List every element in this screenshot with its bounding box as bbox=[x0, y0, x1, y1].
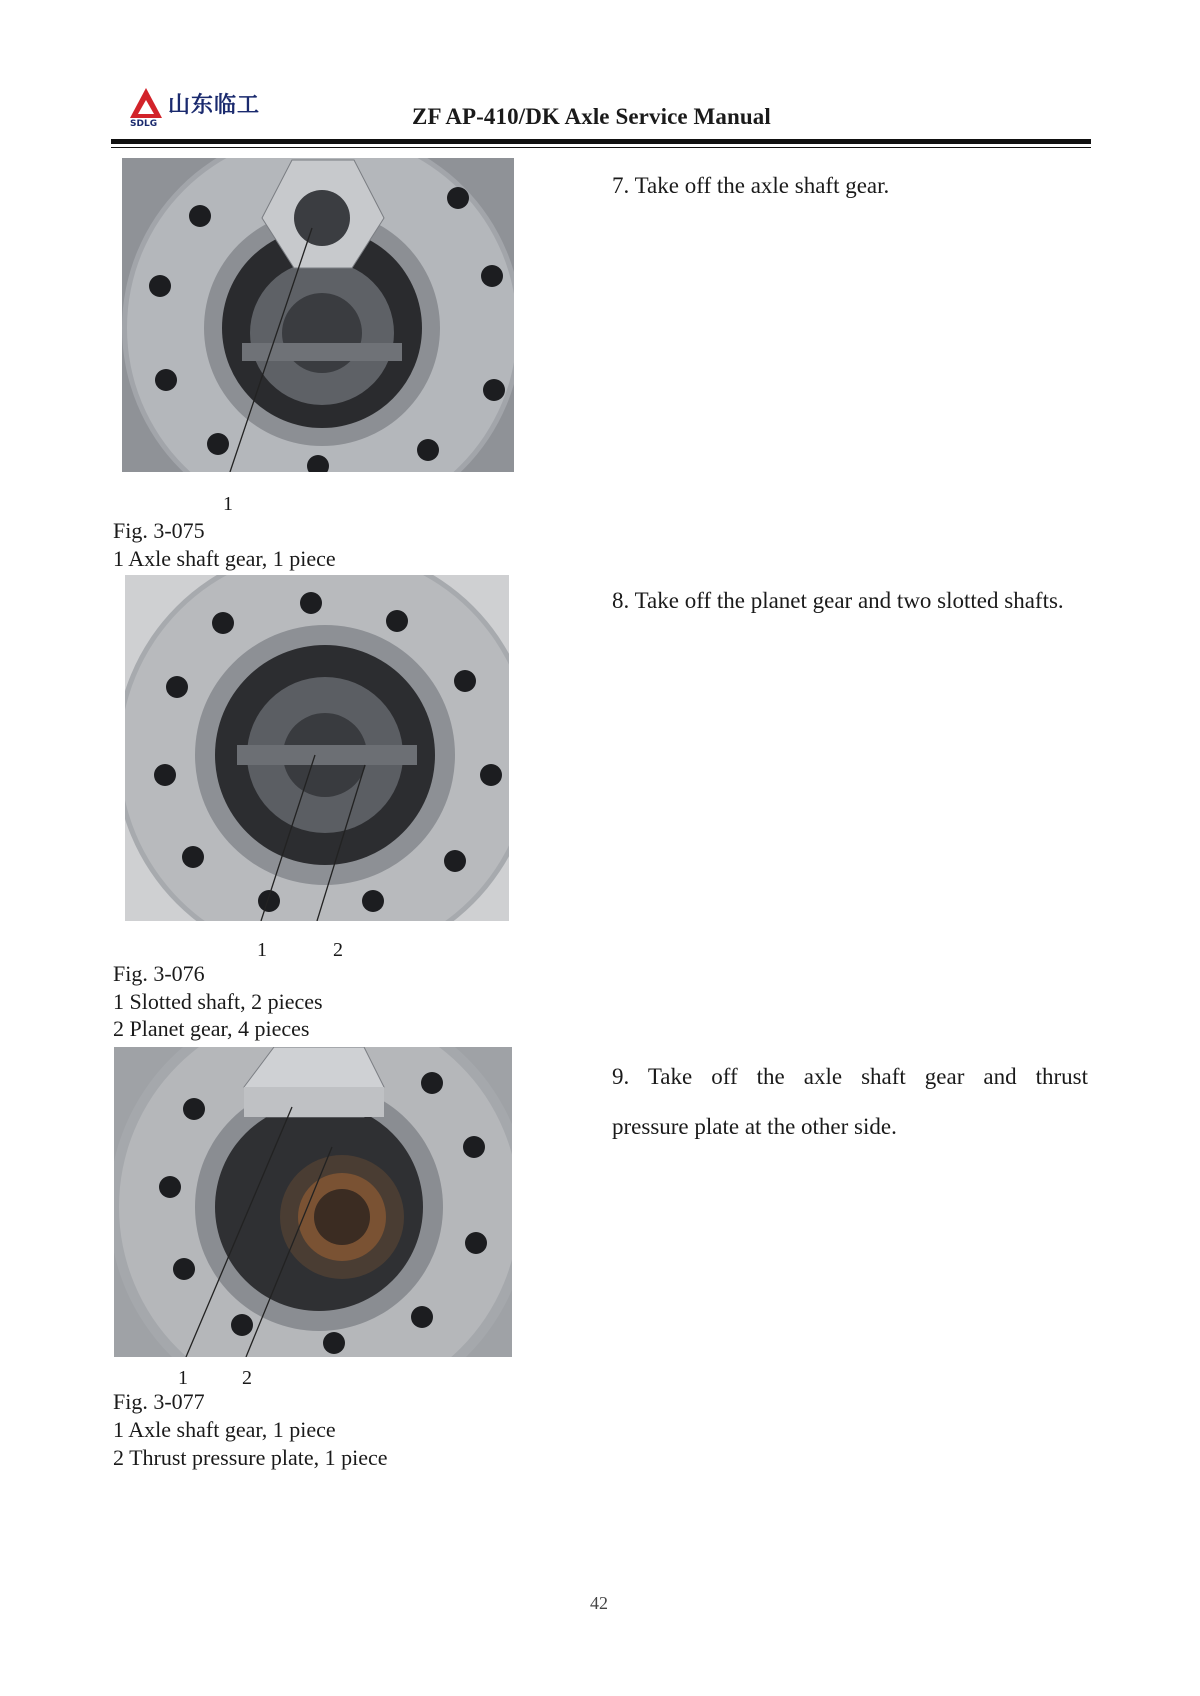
callout-label: 2 bbox=[242, 1367, 252, 1389]
svg-text:SDLG: SDLG bbox=[130, 119, 158, 128]
figure-item: 1 Slotted shaft, 2 pieces bbox=[113, 989, 323, 1014]
header-rule-thick bbox=[111, 139, 1091, 144]
step-text-line-2: pressure plate at the other side. bbox=[612, 1114, 897, 1139]
svg-text:山东临工: 山东临工 bbox=[168, 93, 261, 118]
callout-label: 1 bbox=[257, 939, 267, 961]
figure-caption: Fig. 3-077 bbox=[113, 1389, 205, 1414]
photo-fig-3-077 bbox=[114, 1047, 512, 1357]
page-number: 42 bbox=[590, 1593, 608, 1613]
step-text-line-1: 9. Take off the axle shaft gear and thrust bbox=[612, 1064, 1088, 1089]
figure-item: 1 Axle shaft gear, 1 piece bbox=[113, 546, 336, 571]
step-text: 8. Take off the planet gear and two slotted shafts. bbox=[612, 588, 1064, 613]
callout-label: 2 bbox=[333, 939, 343, 961]
figure-item: 2 Planet gear, 4 pieces bbox=[113, 1016, 310, 1041]
figure-caption: Fig. 3-075 bbox=[113, 518, 205, 543]
photo-fig-3-075 bbox=[122, 158, 514, 472]
callout-label: 1 bbox=[178, 1367, 188, 1389]
step-text: 7. Take off the axle shaft gear. bbox=[612, 173, 890, 198]
document-title: ZF AP-410/DK Axle Service Manual bbox=[412, 104, 771, 129]
photo-fig-3-076 bbox=[125, 575, 509, 921]
figure-item: 2 Thrust pressure plate, 1 piece bbox=[113, 1445, 388, 1470]
company-logo bbox=[128, 84, 288, 128]
callout-label: 1 bbox=[223, 493, 233, 515]
header-rule-thin bbox=[111, 147, 1091, 148]
step-text bbox=[612, 1052, 1088, 1152]
figure-caption: Fig. 3-076 bbox=[113, 961, 205, 986]
figure-item: 1 Axle shaft gear, 1 piece bbox=[113, 1417, 336, 1442]
